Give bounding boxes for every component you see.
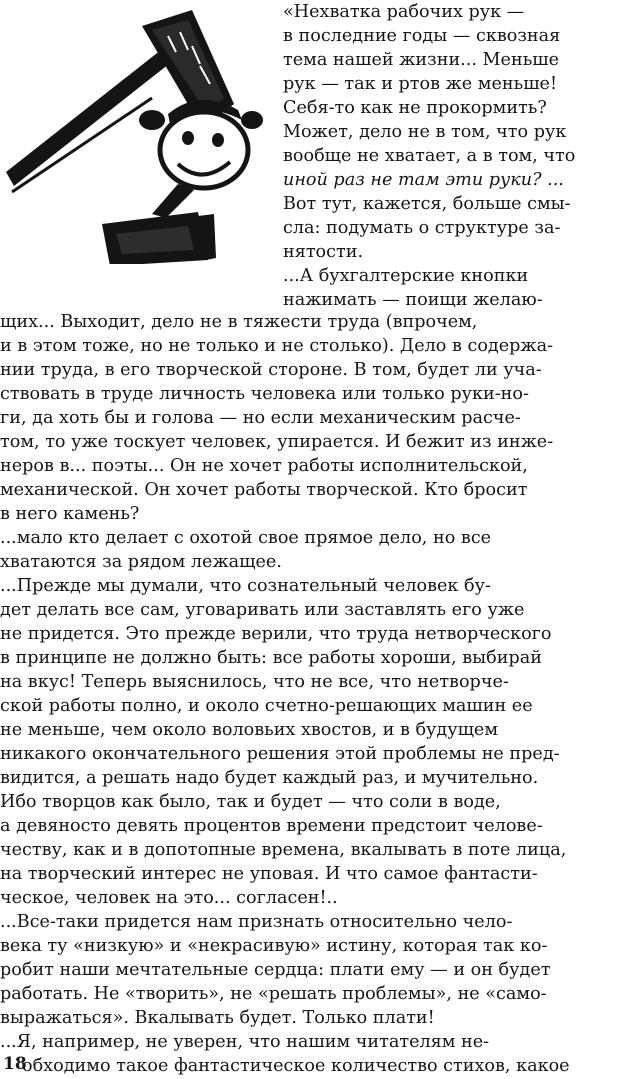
text-line: и в этом тоже, но не только и не столько). Дело в содержа- bbox=[0, 336, 554, 356]
text-line: века ту «низкую» и «некрасивую» истину, которая так ко- bbox=[0, 936, 548, 956]
text-line: работать. Не «творить», не «решать проблемы», не «само- bbox=[0, 984, 547, 1004]
text-line: рук — так и ртов же меньше! bbox=[283, 74, 558, 94]
text-line: не меньше, чем около воловьих хвостов, и в будущем bbox=[0, 720, 499, 740]
text-line: Может, дело не в том, что рук bbox=[283, 122, 567, 142]
text-line: ...А бухгалтерские кнопки bbox=[283, 266, 529, 286]
page-number: 18 bbox=[3, 1054, 27, 1074]
text-line: ской работы полно, и около счетно-решающих машин ее bbox=[0, 696, 533, 716]
text-line: ...Я, например, не уверен, что нашим читателям не- bbox=[0, 1032, 490, 1052]
text-line: иной раз не там эти руки? ... bbox=[283, 170, 564, 190]
text-line: никакого окончательного решения этой проблемы не пред- bbox=[0, 744, 560, 764]
text-line: честву, как и в допотопные времена, вкалывать в поте лица, bbox=[0, 840, 567, 860]
text-line: обходимо такое фантастическое количество стихов, какое bbox=[22, 1056, 570, 1076]
text-line: ги, да хоть бы и голова — но если механическим расче- bbox=[0, 408, 521, 428]
text-line: сла: подумать о структуре за- bbox=[283, 218, 561, 238]
text-line: вообще не хватает, а в том, что bbox=[283, 146, 576, 166]
text-line: механической. Он хочет работы творческой. Кто бросит bbox=[0, 480, 528, 500]
text-line: тема нашей жизни... Меньше bbox=[283, 50, 560, 70]
text-line: не придется. Это прежде верили, что труда нетворческого bbox=[0, 624, 552, 644]
text-line: щих... Выходит, дело не в тяжести труда (впрочем, bbox=[0, 312, 478, 332]
text-line: хватаются за рядом лежащее. bbox=[0, 552, 282, 572]
text-line: ...мало кто делает с охотой свое прямое дело, но все bbox=[0, 528, 492, 548]
text-line: Вот тут, кажется, больше смы- bbox=[283, 194, 571, 214]
text-line: робит наши мечтательные сердца: плати ему — и он будет bbox=[0, 960, 551, 980]
text-line: неров в... поэты... Он не хочет работы исполнительской, bbox=[0, 456, 528, 476]
text-line: ствовать в труде личность человека или только руки-но- bbox=[0, 384, 529, 404]
text-line: в него камень? bbox=[0, 504, 140, 524]
text-line: ...Прежде мы думали, что сознательный человек бу- bbox=[0, 576, 491, 596]
text-line: видится, а решать надо будет каждый раз, и мучительно. bbox=[0, 768, 539, 788]
text-line: на вкус! Теперь выяснилось, что не все, что нетворче- bbox=[0, 672, 509, 692]
text-line: нии труда, в его творческой стороне. В том, будет ли уча- bbox=[0, 360, 542, 380]
text-line: дет делать все сам, уговаривать или заставлять его уже bbox=[0, 600, 525, 620]
text-line: в последние годы — сквозная bbox=[283, 26, 561, 46]
text-line: Ибо творцов как было, так и будет — что соли в воде, bbox=[0, 792, 501, 812]
text-line: а девяносто девять процентов времени предстоит челове- bbox=[0, 816, 543, 836]
text-line: нятости. bbox=[283, 242, 364, 262]
text-line: ческое, человек на это... согласен!.. bbox=[0, 888, 338, 908]
text-line: ...Все-таки придется нам признать относительно чело- bbox=[0, 912, 513, 932]
text-line: том, то уже тоскует человек, упирается. И бежит из инже- bbox=[0, 432, 554, 452]
text-line: Себя-то как не прокормить? bbox=[283, 98, 547, 118]
text-line: нажимать — поищи желаю- bbox=[283, 290, 543, 310]
text-line: «Нехватка рабочих рук — bbox=[283, 2, 525, 22]
caricature-ink-drawing-icon bbox=[2, 2, 272, 264]
text-line: на творческий интерес не уповая. И что самое фантасти- bbox=[0, 864, 538, 884]
text-line: в принципе не должно быть: все работы хороши, выбирай bbox=[0, 648, 542, 668]
text-line: выражаться». Вкалывать будет. Только плати! bbox=[0, 1008, 435, 1028]
